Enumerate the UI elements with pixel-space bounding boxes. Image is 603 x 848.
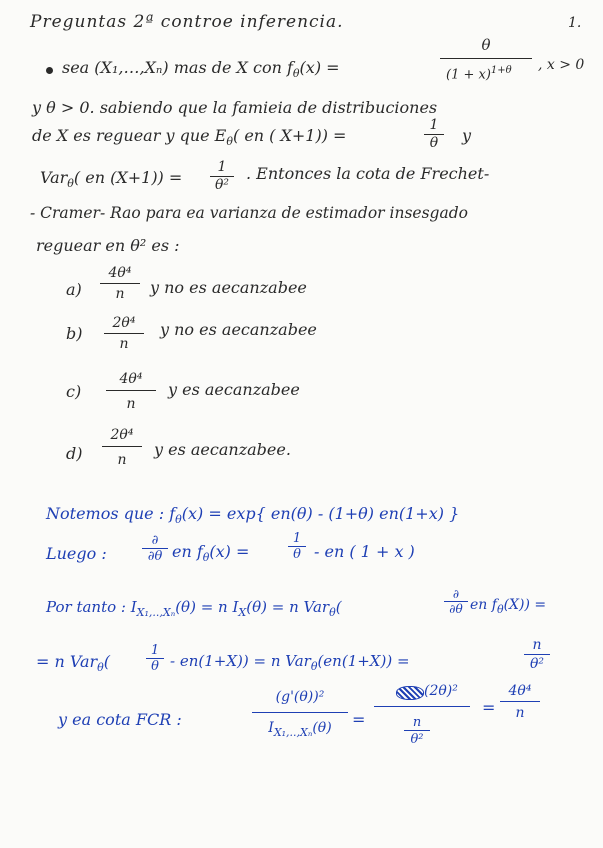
question-line-3 bbox=[32, 128, 346, 147]
option-text: y es aecanzabee bbox=[168, 380, 300, 399]
solution-text: = n Var bbox=[36, 652, 98, 671]
solution-line-3 bbox=[46, 600, 342, 618]
fraction-numerator: 2θ⁴ bbox=[110, 427, 134, 443]
fraction-denominator: θ² bbox=[210, 176, 234, 192]
page-number: 1. bbox=[568, 15, 582, 31]
question-text: ( en (X+1)) = bbox=[73, 168, 183, 187]
solution-line-5: y ea cota FCR : bbox=[58, 710, 182, 729]
option-fraction bbox=[104, 316, 144, 351]
subscript: θ bbox=[496, 602, 504, 616]
subscript: θ bbox=[310, 660, 318, 673]
fraction-one-over-theta bbox=[146, 644, 164, 673]
fcr-numerator-2: (2θ)² bbox=[424, 683, 458, 699]
option-fraction bbox=[106, 372, 156, 411]
crossed-out-scribble bbox=[396, 686, 424, 700]
fraction-numerator: ∂ bbox=[452, 587, 460, 601]
solution-text: - en(1+X)) = n Var bbox=[170, 652, 311, 670]
fraction-numerator: 1 bbox=[292, 531, 302, 546]
solution-text: (θ) = n I bbox=[175, 598, 239, 616]
fraction-denominator: n bbox=[106, 390, 156, 411]
fraction-n-over-theta-squared bbox=[404, 716, 430, 746]
option-text: y no es aecanzabee bbox=[160, 320, 317, 339]
fraction-denominator: n bbox=[102, 446, 142, 467]
fraction-denominator: θ bbox=[146, 658, 164, 673]
fraction-denominator: θ² bbox=[404, 730, 430, 746]
subscript: θ bbox=[97, 661, 104, 675]
subscript: θ bbox=[175, 513, 182, 527]
exponent: 1+θ bbox=[490, 65, 512, 76]
subscript: X₁,..,Xₙ bbox=[273, 725, 313, 739]
solution-text: (x) = exp{ en(θ) - (1+θ) en(1+x) } bbox=[181, 504, 460, 523]
fcr-result bbox=[500, 684, 540, 720]
question-line-6: reguear en θ² es : bbox=[36, 236, 180, 255]
fraction-numerator: ∂ bbox=[151, 533, 159, 548]
fraction-denominator: θ bbox=[424, 134, 444, 150]
question-line-4 bbox=[40, 170, 182, 189]
solution-text: Notemos que : f bbox=[46, 504, 176, 523]
fraction-numerator: n bbox=[532, 637, 542, 653]
question-text: sea (X₁,…,Xₙ) mas de X con f bbox=[62, 58, 293, 77]
option-letter: b) bbox=[66, 324, 83, 343]
equals-sign: = bbox=[482, 698, 496, 717]
solution-text: (X)) = bbox=[503, 597, 547, 613]
fraction-denominator: n bbox=[500, 701, 540, 720]
solution-line-2-end: - en ( 1 + x ) bbox=[314, 542, 415, 561]
fraction-bar bbox=[440, 58, 532, 59]
fraction-numerator: 4θ⁴ bbox=[508, 683, 532, 699]
fraction-bar bbox=[374, 706, 470, 707]
option-fraction bbox=[100, 266, 140, 301]
solution-line-1 bbox=[46, 506, 459, 525]
fraction-numerator: 4θ⁴ bbox=[108, 265, 132, 281]
fcr-fraction bbox=[252, 690, 348, 738]
fraction-denominator: θ² bbox=[524, 654, 550, 671]
fraction-numerator: 1 bbox=[429, 117, 439, 133]
density-fraction bbox=[442, 38, 530, 53]
fraction-one-over-theta-squared bbox=[210, 160, 234, 192]
subscript: θ bbox=[202, 551, 210, 565]
question-line-2: y θ > 0. sabiendo que la famieia de distribuciones bbox=[32, 98, 438, 117]
fraction-one-over-theta bbox=[288, 532, 306, 561]
fraction-numerator: 1 bbox=[150, 643, 160, 658]
partial-derivative bbox=[444, 588, 468, 615]
fraction-denominator bbox=[252, 712, 348, 738]
option-letter: a) bbox=[66, 280, 82, 299]
fraction-numerator: 4θ⁴ bbox=[119, 371, 143, 387]
question-text: de X es reguear y que E bbox=[32, 126, 227, 145]
solution-line-2-label: Luego : bbox=[46, 544, 107, 563]
solution-text: Por tanto : I bbox=[46, 598, 137, 616]
solution-text: en f bbox=[172, 542, 203, 561]
solution-text: (θ) = n Var bbox=[246, 598, 330, 616]
solution-text: ( bbox=[103, 652, 111, 671]
option-fraction bbox=[102, 428, 142, 467]
question-line-4-end: . Entonces la cota de Frechet- bbox=[246, 164, 490, 183]
fraction-n-over-theta-squared bbox=[524, 638, 550, 671]
fraction-denominator bbox=[446, 66, 512, 81]
question-text: Var bbox=[40, 168, 68, 187]
solution-line-3-end bbox=[470, 598, 546, 615]
fraction-numerator: n bbox=[412, 715, 422, 730]
solution-text: (θ) bbox=[312, 720, 332, 736]
fraction-one-over-theta bbox=[424, 118, 444, 150]
fraction-denominator: n bbox=[104, 333, 144, 351]
solution-line-2 bbox=[172, 544, 249, 563]
question-text: ( en ( X+1)) = bbox=[232, 126, 347, 145]
question-line-3-end: y bbox=[462, 126, 472, 145]
solution-text: (en(1+X)) = bbox=[317, 652, 410, 670]
subscript: θ bbox=[329, 606, 336, 619]
fraction-denominator: ∂θ bbox=[142, 548, 168, 563]
denominator-text: (1 + x) bbox=[446, 67, 491, 83]
option-letter: d) bbox=[66, 444, 83, 463]
solution-text: ( bbox=[335, 598, 342, 616]
question-line-1 bbox=[62, 60, 340, 79]
fraction-denominator: ∂θ bbox=[444, 601, 468, 615]
subscript: θ bbox=[292, 67, 300, 81]
subscript: θ bbox=[67, 177, 74, 191]
solution-text: en f bbox=[470, 597, 497, 613]
solution-line-4 bbox=[36, 654, 110, 673]
option-letter: c) bbox=[66, 382, 82, 401]
bullet-icon bbox=[46, 67, 53, 74]
question-line-5: - Cramer- Rao para ea varianza de estimador insesgado bbox=[30, 204, 468, 222]
question-line-1-end: , x > 0 bbox=[538, 57, 585, 73]
fraction-numerator: 1 bbox=[217, 159, 227, 175]
fraction-denominator: n bbox=[100, 283, 140, 301]
fraction-numerator: θ bbox=[481, 36, 491, 54]
option-text: y no es aecanzabee bbox=[150, 278, 307, 297]
equals-sign: = bbox=[352, 710, 366, 729]
solution-line-4-mid bbox=[170, 654, 410, 672]
subscript: X₁,..,Xₙ bbox=[136, 606, 176, 619]
page-title: Preguntas 2ª controe inferencia. bbox=[30, 12, 344, 32]
question-text: (x) = bbox=[299, 58, 340, 77]
option-text: y es aecanzabee. bbox=[154, 440, 291, 459]
subscript: X bbox=[238, 606, 247, 619]
solution-text: I bbox=[268, 720, 274, 736]
fraction-numerator: (g'(θ))² bbox=[275, 689, 325, 705]
subscript: θ bbox=[226, 135, 233, 149]
fraction-denominator: θ bbox=[288, 546, 306, 561]
partial-derivative bbox=[142, 534, 168, 563]
fraction-numerator: 2θ⁴ bbox=[112, 315, 136, 331]
solution-text: (x) = bbox=[209, 542, 250, 561]
